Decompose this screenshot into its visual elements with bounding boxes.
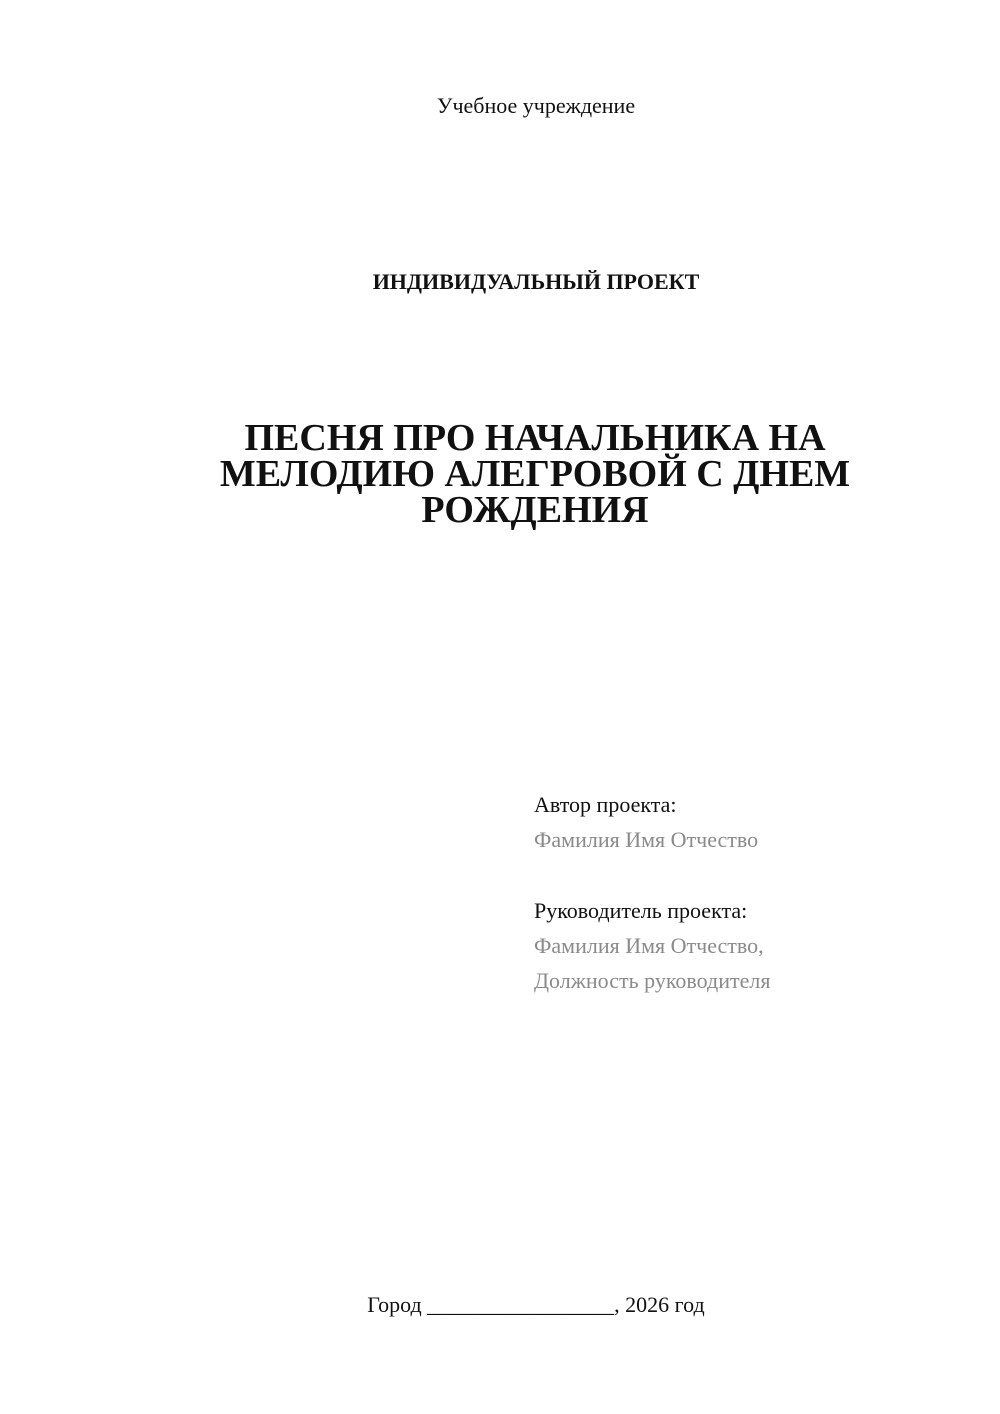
project-title-line: РОЖДЕНИЯ [421,489,649,531]
project-title-line: ПЕСНЯ ПРО НАЧАЛЬНИКА НА [244,417,826,459]
project-type-heading: ИНДИВИДУАЛЬНЫЙ ПРОЕКТ [372,269,700,294]
project-title [180,417,890,531]
supervisor-name: Фамилия Имя Отчество, [534,933,764,958]
author-name: Фамилия Имя Отчество [534,827,759,852]
supervisor-label: Руководитель проекта: [534,898,748,923]
supervisor-position: Должность руководителя [534,968,771,993]
author-block [534,787,974,857]
supervisor-block [534,893,974,998]
institution-name: Учебное учреждение [436,93,636,118]
city-year-line: Город _________________, 2026 год [367,1292,705,1317]
author-label: Автор проекта: [534,792,677,817]
project-title-line: МЕЛОДИЮ АЛЕГРОВОЙ С ДНЕМ [219,453,851,495]
